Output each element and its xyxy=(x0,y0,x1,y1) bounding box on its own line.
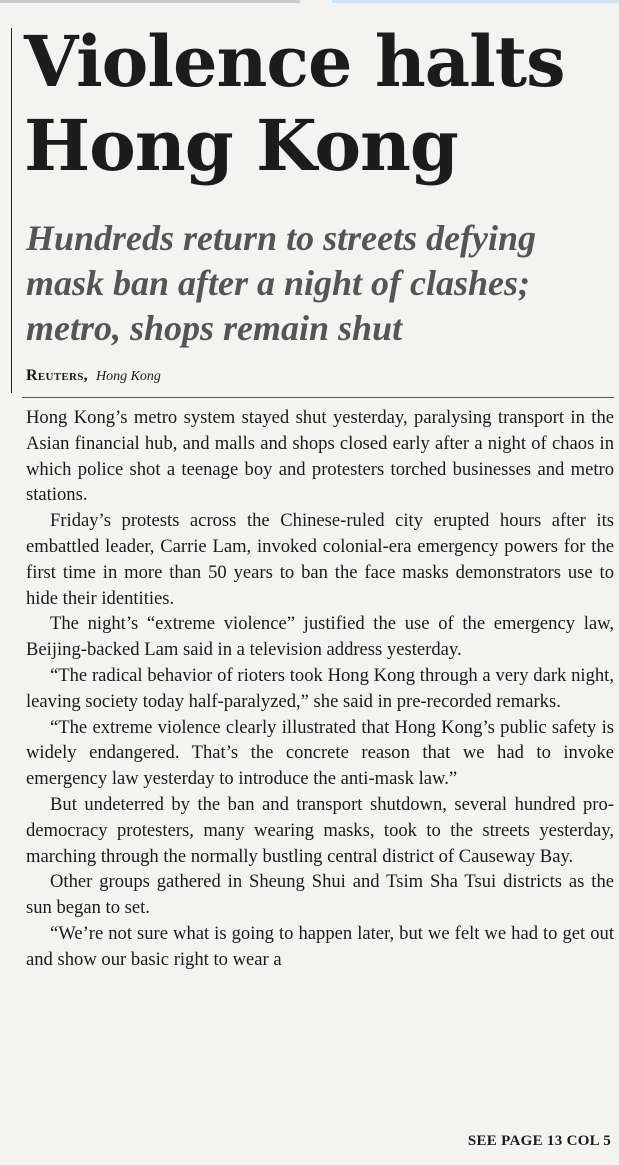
paragraph: Other groups gathered in Sheung Shui and Tsim Sha Tsui districts as the sun began to set. xyxy=(26,871,614,919)
paragraph: The night’s “extreme violence” justified the use of the emergency law, Beijing-backed Lam said in a television address yesterday. xyxy=(26,613,614,661)
paragraph: “The radical behavior of rioters took Hong Kong through a very dark night, leaving society today half-paralyzed,” she said in pre-recorded remarks. xyxy=(26,664,614,712)
headline: Violence halts Hong Kong xyxy=(24,20,565,187)
paragraph: Hong Kong’s metro system stayed shut yesterday, paralysing transport in the Asian financial hub, and malls and shops closed early after a night of chaos in which police shot a teenage boy and protesters torched businesses and metro stations. xyxy=(26,407,614,506)
top-rule-right xyxy=(332,0,619,3)
byline-rule xyxy=(22,397,614,398)
paragraph: “The extreme violence clearly illustrated that Hong Kong’s public safety is widely endangered. That’s the concrete reason that we had to invoke emergency law yesterday to introduce the anti-mask law.” xyxy=(26,716,614,790)
top-rule-left xyxy=(0,0,300,3)
byline xyxy=(26,367,161,385)
paragraph: Friday’s protests across the Chinese-ruled city erupted hours after its embattled leader, Carrie Lam, invoked colonial-era emergency powers for the first time in more than 50 years to ban the face masks demonstrators use to hide their identities. xyxy=(26,510,614,609)
continuation-link[interactable]: SEE PAGE 13 COL 5 xyxy=(467,1133,611,1149)
subheadline: Hundreds return to streets defying mask ban after a night of clashes; metro, shops remain shut xyxy=(26,218,537,348)
paragraph: But undeterred by the ban and transport shutdown, several hundred pro-democracy protesters, many wearing masks, took to the streets yesterday, marching through the normally bustling central district of Causeway Bay. xyxy=(26,793,614,867)
article-body xyxy=(26,405,614,973)
byline-location: Hong Kong xyxy=(95,369,161,384)
byline-agency: Reuters, xyxy=(26,367,88,384)
column-rule xyxy=(11,28,12,393)
paragraph: “We’re not sure what is going to happen later, but we felt we had to get out and show our basic right to wear a xyxy=(26,922,614,970)
